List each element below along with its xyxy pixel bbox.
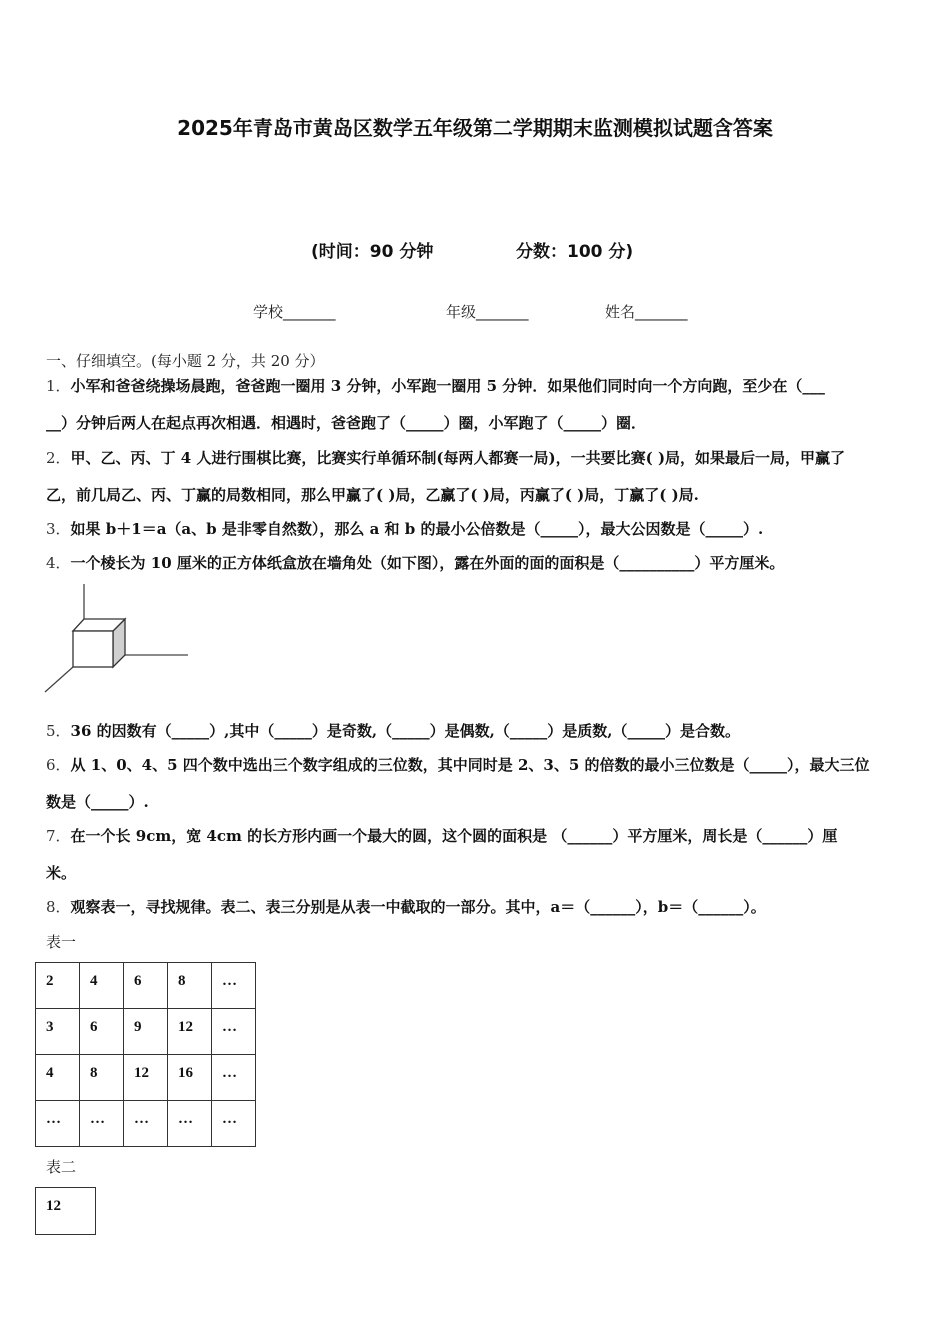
question-number: 6． [46,756,71,774]
question-1-line-1 [46,376,825,396]
question-number: 5． [46,722,71,740]
question-1-line-2: __）分钟后两人在起点再次相遇．相遇时，爸爸跑了（_____）圈，小军跑了（_____）圈． [46,414,647,432]
table-cell: 8 [80,1055,124,1101]
question-text: 观察表一，寻找规律。表二、表三分别是从表一中截取的一部分。其中，a＝（______），b＝（______）。 [70,898,766,916]
table-2-label: 表二 [46,1158,77,1176]
table-cell: … [212,1009,256,1055]
question-number: 4． [46,554,71,572]
table-cell: … [212,1055,256,1101]
table-row [36,1188,96,1235]
question-text: 甲、乙、丙、丁 4 人进行围棋比赛，比赛实行单循环制(每两人都赛一局)，一共要比赛( )局，如果最后一局，甲赢了 [70,449,846,467]
table-row [36,1055,256,1101]
table-cell: 4 [80,963,124,1009]
question-text: 36 的因数有（_____）,其中（_____）是奇数,（_____）是偶数,（_____）是质数,（_____）是合数。 [70,722,741,740]
question-text: 从 1、0、4、5 四个数中选出三个数字组成的三位数，其中同时是 2、3、5 的倍数的最小三位数是（_____），最大三位 [70,756,870,774]
question-4-line-1 [46,553,784,573]
question-number: 3． [46,520,71,538]
section-heading: 一、仔细填空。(每小题 2 分，共 20 分） [46,352,325,370]
exam-time: (时间：90 分钟 [311,242,434,262]
table-row [36,1101,256,1147]
question-text: 在一个长 9cm，宽 4cm 的长方形内画一个最大的圆，这个圆的面积是 （______）平方厘米，周长是（______）厘 [70,827,838,845]
table-cell: … [168,1101,212,1147]
table-cell: 2 [36,963,80,1009]
question-number: 7． [46,827,71,845]
question-number: 2． [46,449,71,467]
table-cell: 8 [168,963,212,1009]
table-cell: 3 [36,1009,80,1055]
question-number: 1． [46,377,71,395]
grade-field: 年级_______ [446,303,529,321]
table-cell: … [124,1101,168,1147]
document-title: 2025年青岛市黄岛区数学五年级第二学期期末监测模拟试题含答案 [177,116,773,140]
question-text: 小军和爸爸绕操场晨跑，爸爸跑一圈用 3 分钟，小军跑一圈用 5 分钟．如果他们同时向一个方向跑，至少在（___ [70,377,825,395]
question-5-line-1 [46,721,740,741]
school-field: 学校_______ [253,303,336,321]
question-3-line-1 [46,519,763,539]
question-7-line-1 [46,826,837,846]
question-8-line-1 [46,897,766,917]
question-2-line-2: 乙，前几局乙、丙、丁赢的局数相同，那么甲赢了( )局，乙赢了( )局，丙赢了( )局，丁赢了( )局. [46,486,699,504]
table-cell: 4 [36,1055,80,1101]
table-row [36,1009,256,1055]
table-cell: 9 [124,1009,168,1055]
table-cell: 12 [124,1055,168,1101]
table-cell: … [212,1101,256,1147]
table-cell: 12 [36,1188,96,1235]
table-2 [35,1187,96,1235]
name-field: 姓名_______ [605,303,688,321]
question-text: 一个棱长为 10 厘米的正方体纸盒放在墙角处（如下图），露在外面的面的面积是（__________）平方厘米。 [70,554,785,572]
question-6-line-2: 数是（_____）. [46,793,149,811]
table-cell: 16 [168,1055,212,1101]
question-number: 8． [46,898,71,916]
table-cell: 6 [124,963,168,1009]
table-cell: … [212,963,256,1009]
table-cell: 6 [80,1009,124,1055]
table-cell: 12 [168,1009,212,1055]
exam-score: 分数：100 分) [516,242,634,262]
question-7-line-2: 米。 [46,864,77,882]
table-cell: … [80,1101,124,1147]
table-row [36,963,256,1009]
question-6-line-1 [46,755,870,775]
table-cell: … [36,1101,80,1147]
table-1 [35,962,256,1147]
question-2-line-1 [46,448,845,468]
question-text: 如果 b＋1＝a（a、b 是非零自然数），那么 a 和 b 的最小公倍数是（_____），最大公因数是（_____）. [70,520,764,538]
cube-corner-figure [40,580,200,700]
table-1-label: 表一 [46,933,77,951]
